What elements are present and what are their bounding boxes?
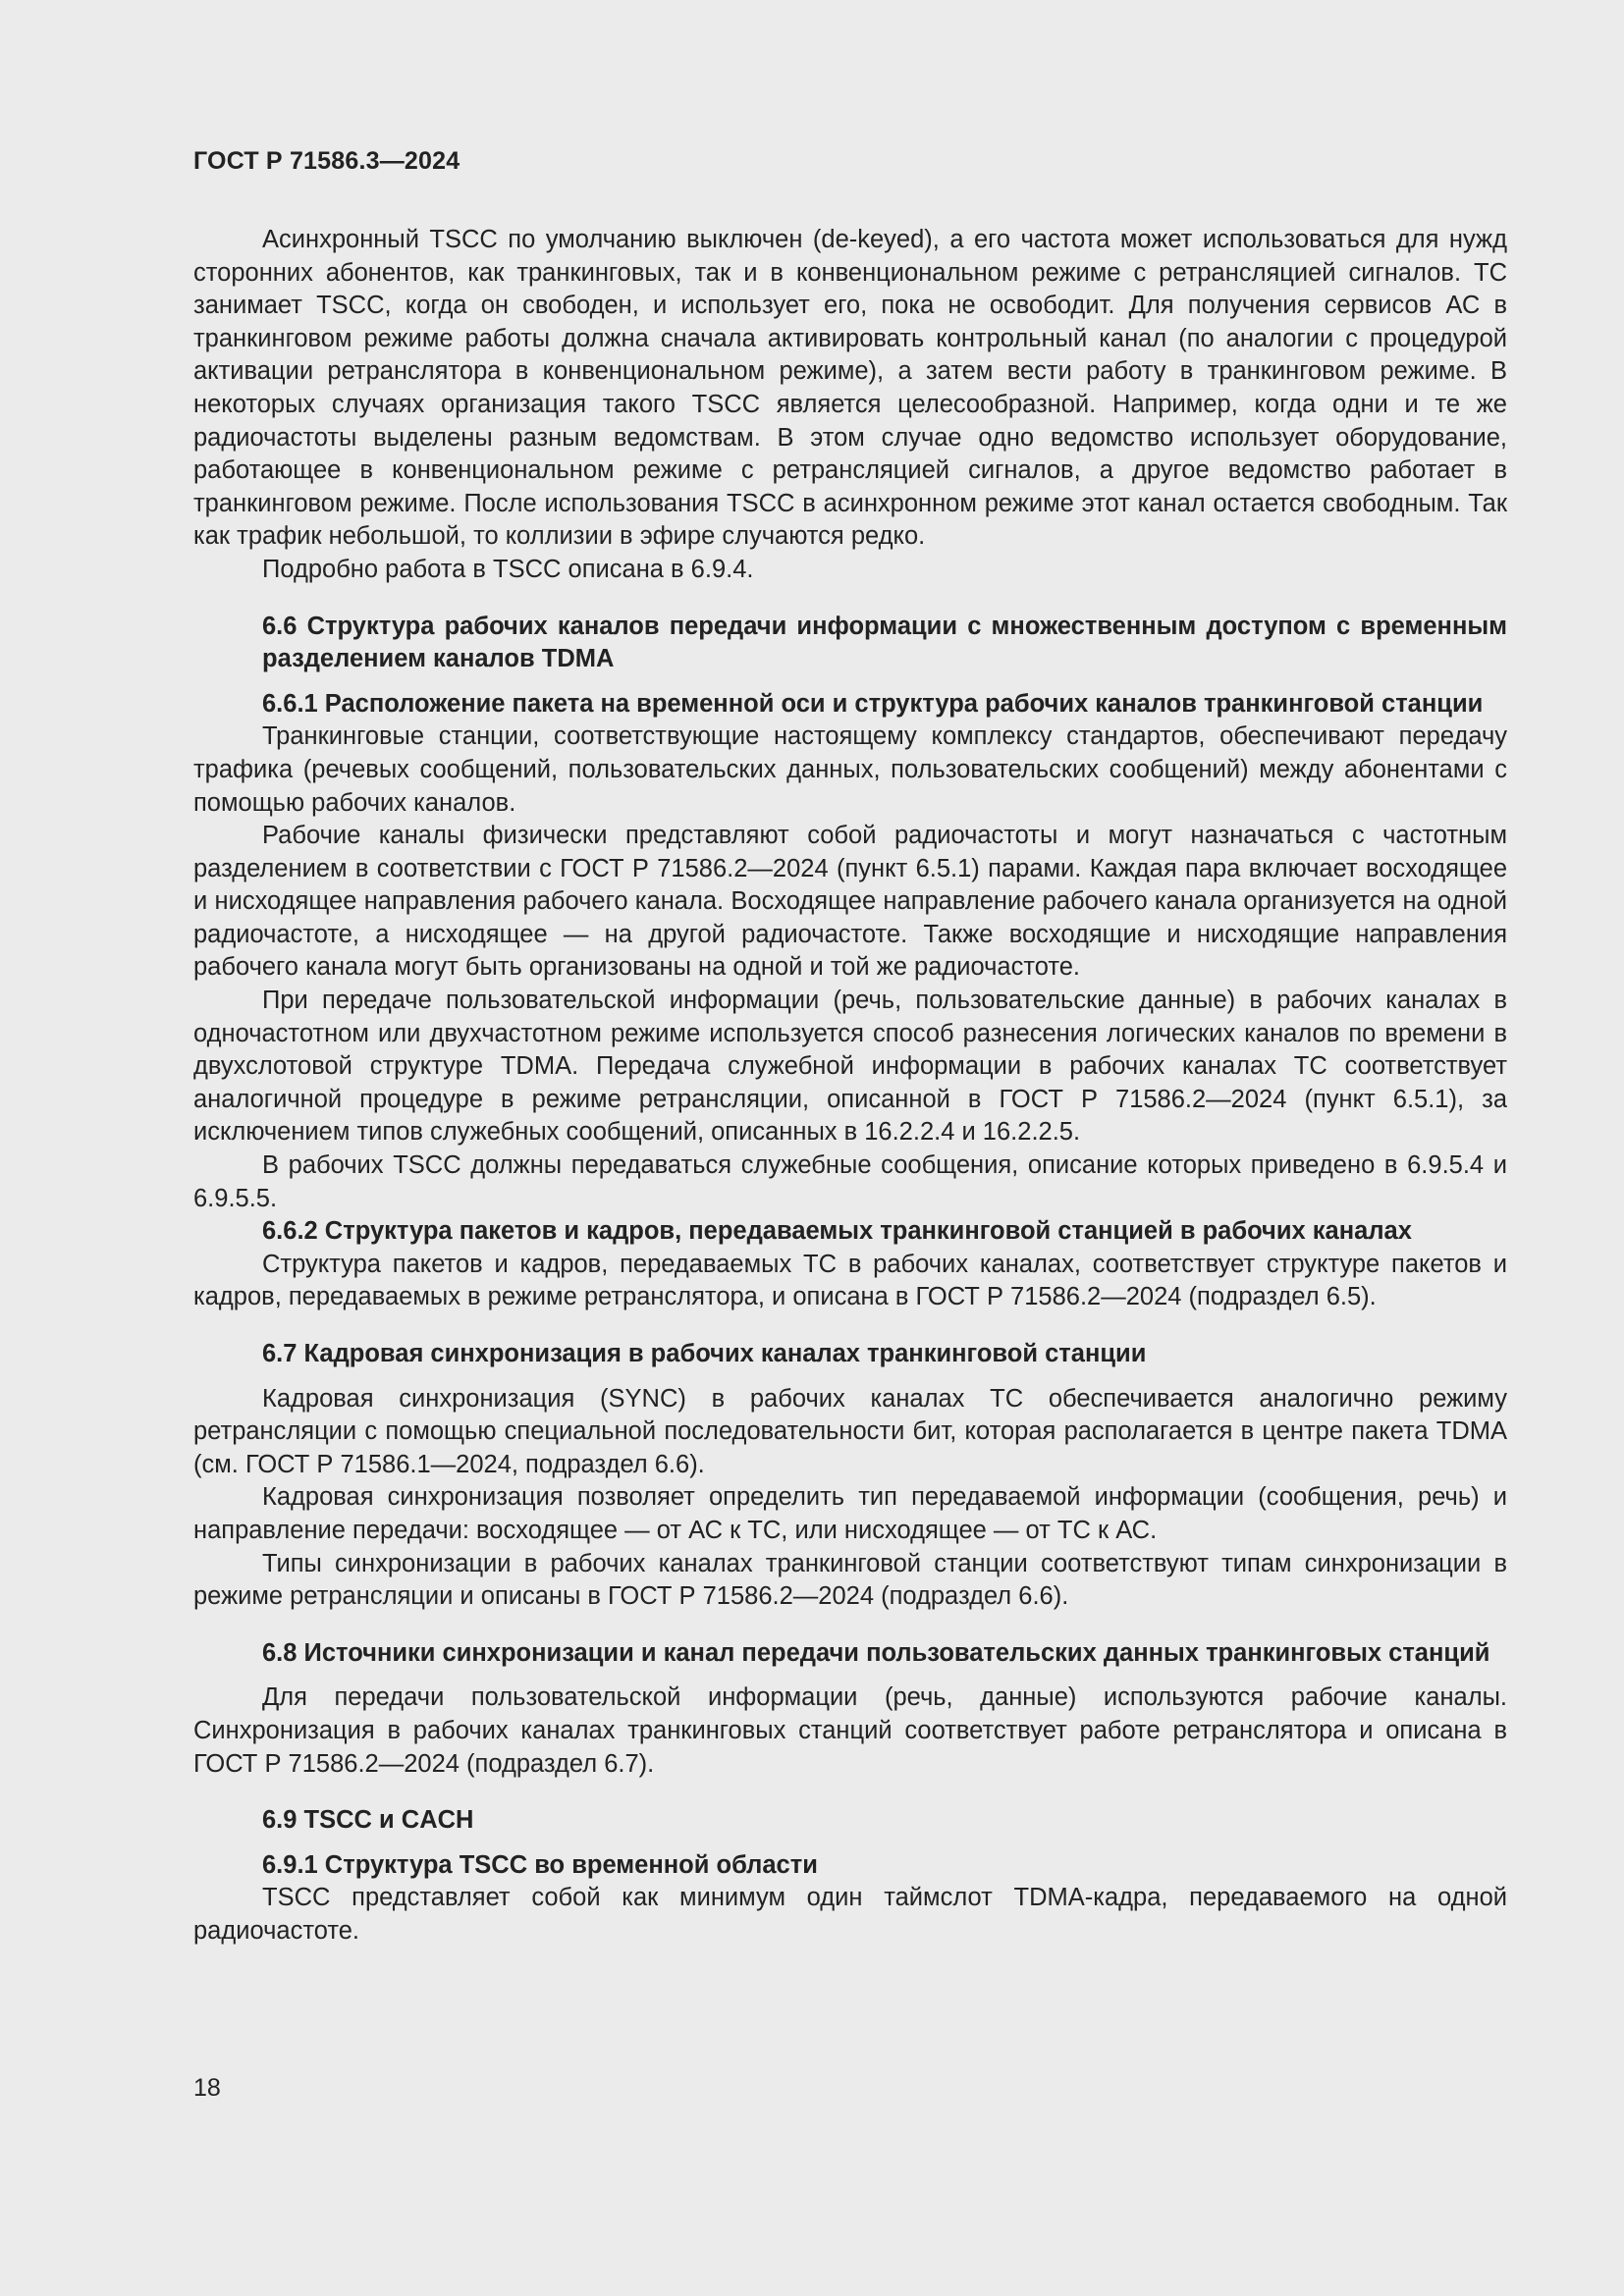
paragraph: Кадровая синхронизация (SYNC) в рабочих каналах ТС обеспечивается аналогично режиму ретрансляции с помощью специальной последовательности бит, которая располагается в центре пакета TDMA (см. ГОСТ Р 71586.1—2024, подраздел 6.6). [193,1384,1507,1478]
paragraph: Транкинговые станции, соответствующие настоящему комплексу стандартов, обеспечивают передачу трафика (речевых сообщений, пользовательских данных, пользовательских сообщений) между абонентами с помощью рабочих каналов. [193,722,1507,817]
paragraph: Асинхронный TSCC по умолчанию выключен (de-keyed), а его частота может использоваться для нужд сторонних абонентов, как транкинговых, так и в конвенциональном режиме с ретрансляцией сигналов. ТС занимает TSCC, когда он свободен, и использует его, пока не освободит. Для получения сервисов АС в транкинговом режиме работы должна сначала активировать контрольный канал (по аналогии с процедурой активации ретранслятора в конвенциональном режиме), а затем вести работу в транкинговом режиме. В некоторых случаях организация такого TSCC является целесообразной. Например, когда одни и те же радиочастоты выделены разным ведомствам. В этом случае одно ведомство использует оборудование, работающее в конвенциональном режиме с ретрансляцией сигналов, а другое ведомство работает в транкинговом режиме. После использования TSCC в асинхронном режиме этот канал остается свободным. Так как трафик небольшой, то коллизии в эфире случаются редко. [193,226,1507,551]
subsection-heading: 6.6.2 Структура пакетов и кадров, передаваемых транкинговой станцией в рабочих каналах [262,1217,1412,1246]
paragraph: В рабочих TSCC должны передаваться служебные сообщения, описание которых приведено в 6.9.5.4 и 6.9.5.5. [193,1151,1507,1212]
paragraph: Типы синхронизации в рабочих каналах транкинговой станции соответствуют типам синхронизации в режиме ретрансляции и описаны в ГОСТ Р 71586.2—2024 (подраздел 6.6). [193,1549,1507,1611]
paragraph: При передаче пользовательской информации (речь, пользовательские данные) в рабочих каналах в одночастотном или двухчастотном режиме используется способ разнесения логических каналов по времени в двухслотовой структуре TDMA. Передача служебной информации в рабочих каналах ТС соответствует аналогичной процедуре в режиме ретрансляции, описанной в ГОСТ Р 71586.2—2024 (пункт 6.5.1), за исключением типов служебных сообщений, описанных в 16.2.2.4 и 16.2.2.5. [193,987,1507,1147]
subsection-heading: 6.6.1 Расположение пакета на временной оси и структура рабочих каналов транкинговой станции [262,689,1484,718]
section-heading: 6.6 Структура рабочих каналов передачи информации с множественным доступом с временным разделением каналов TDMA [262,612,1507,673]
section-heading: 6.7 Кадровая синхронизация в рабочих каналах транкинговой станции [262,1340,1147,1367]
paragraph: TSCC представляет собой как минимум один таймслот TDMA-кадра, передаваемого на одной радиочастоте. [193,1884,1507,1945]
paragraph: Для передачи пользовательской информации (речь, данные) используются рабочие каналы. Синхронизация в рабочих каналах транкинговых станций соответствует работе ретранслятора и описана в ГОСТ Р 71586.2—2024 (подраздел 6.7). [193,1683,1507,1778]
paragraph: Подробно работа в TSCC описана в 6.9.4. [262,555,754,583]
page-number: 18 [193,2074,221,2102]
subsection-heading: 6.9.1 Структура TSCC во временной области [262,1850,818,1879]
section-heading: 6.9 TSCC и CACH [262,1806,474,1835]
paragraph: Структура пакетов и кадров, передаваемых ТС в рабочих каналах, соответствует структуре пакетов и кадров, передаваемых в режиме ретранслятора, и описана в ГОСТ Р 71586.2—2024 (подраздел 6.5). [193,1250,1507,1311]
paragraph: Кадровая синхронизация позволяет определить тип передаваемой информации (сообщения, речь) и направление передачи: восходящее — от АС к ТС, или нисходящее — от ТС к АС. [193,1483,1507,1544]
paragraph: Рабочие каналы физически представляют собой радиочастоты и могут назначаться с частотным разделением в соответствии с ГОСТ Р 71586.2—2024 (пункт 6.5.1) парами. Каждая пара включает восходящее и нисходящее направления рабочего канала. Восходящее направление рабочего канала организуется на одной радиочастоте, а нисходящее — на другой радиочастоте. Также восходящие и нисходящие направления рабочего канала могут быть организованы на одной и той же радиочастоте. [193,822,1507,982]
document-body [193,224,1507,1949]
section-heading: 6.8 Источники синхронизации и канал передачи пользовательских данных транкинговых станций [262,1638,1490,1667]
document-header: ГОСТ Р 71586.3—2024 [193,147,460,175]
